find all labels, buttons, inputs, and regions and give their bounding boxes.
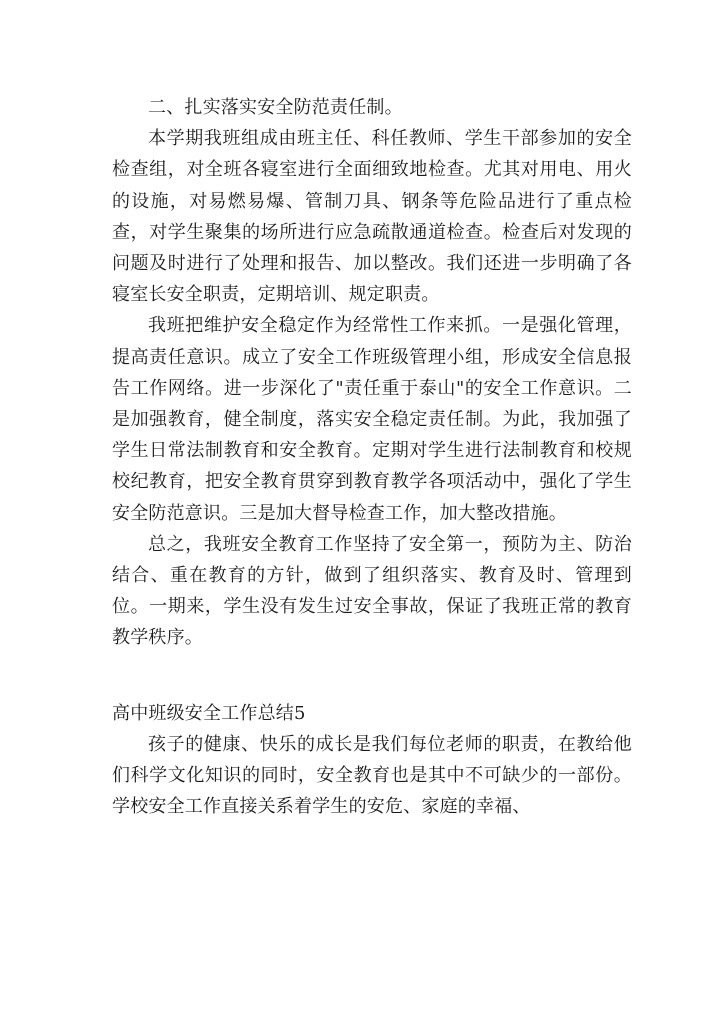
paragraph-5-intro: 孩子的健康、快乐的成长是我们每位老师的职责，在教给他们科学文化知识的同时，安全教育也是其中不可缺少的一部份。学校安全工作直接关系着学生的安危、家庭的幸福、 — [112, 733, 632, 818]
section-heading: 二、扎实落实安全防范责任制。 — [148, 97, 403, 118]
paragraph-inspection: 本学期我班组成由班主任、科任教师、学生干部参加的安全检查组，对全班各寝室进行全面细致地检查。尤其对用电、用火的设施，对易燃易爆、管制刀具、钢条等危险品进行了重点检查，对学生聚集的场所进行应急疏散通道检查。检查后对发现的问题及时进行了处理和报告、加以整改。我们还进一步明确了各寝室长安全职责，定期培训、规定职责。 — [112, 128, 632, 306]
paragraph-summary: 总之，我班安全教育工作坚持了安全第一，预防为主、防治结合、重在教育的方针，做到了组织落实、教育及时、管理到位。一期来，学生没有发生过安全事故，保证了我班正常的教育教学秩序。 — [112, 533, 632, 649]
document-body — [112, 92, 632, 822]
section-title-5: 高中班级安全工作总结5 — [112, 702, 306, 724]
paragraph-stability: 我班把维护安全稳定作为经常性工作来抓。一是强化管理，提高责任意识。成立了安全工作班级管理小组，形成安全信息报告工作网络。进一步深化了"责任重于泰山"的安全工作意识。二是加强教育，健全制度，落实安全稳定责任制。为此，我加强了学生日常法制教育和安全教育。定期对学生进行法制教育和校规校纪教育，把安全教育贯穿到教育教学各项活动中，强化了学生安全防范意识。三是加大督导检查工作，加大整改措施。 — [112, 315, 632, 524]
